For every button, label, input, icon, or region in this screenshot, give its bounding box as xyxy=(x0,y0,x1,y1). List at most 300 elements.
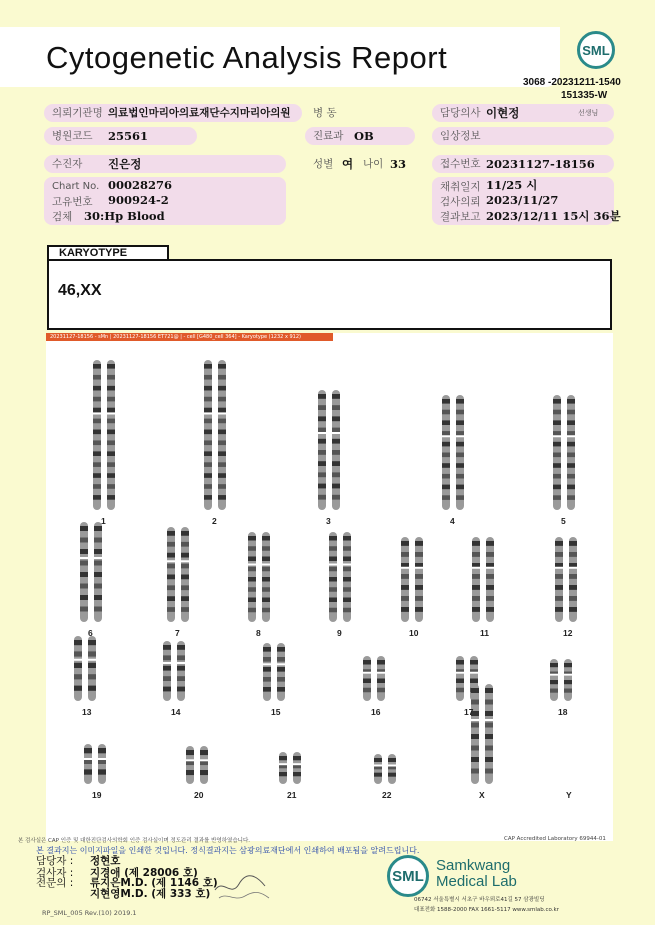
chromosome-band xyxy=(167,585,175,590)
chromosome-pair-11 xyxy=(472,537,495,622)
chromosome-band xyxy=(293,756,301,760)
centromere xyxy=(415,567,424,569)
centromere xyxy=(471,719,480,721)
result-report-label: 결과보고 xyxy=(440,211,481,223)
centromere xyxy=(470,672,479,674)
chromosome-pair-13 xyxy=(74,636,97,701)
centromere xyxy=(181,560,190,562)
centromere xyxy=(569,567,578,569)
chromosome-band xyxy=(553,431,561,436)
chromosome-band xyxy=(163,655,171,660)
chromosome-band xyxy=(374,773,382,777)
report-title: Cytogenetic Analysis Report xyxy=(46,40,448,75)
chromosome-band xyxy=(485,769,493,774)
chromosome-band xyxy=(485,746,493,751)
chromosome-band xyxy=(363,688,371,693)
chromosome-band xyxy=(318,495,326,500)
chromosome-band xyxy=(567,474,575,479)
chromosome-band xyxy=(93,375,101,380)
chromosome-label-17: 17 xyxy=(464,707,474,717)
chromosome-band xyxy=(569,574,577,579)
chromosome-band xyxy=(94,526,102,531)
chromosome-band xyxy=(343,577,351,582)
chromosome-band xyxy=(163,687,171,692)
centromere xyxy=(363,672,372,674)
chromosome-label-13: 13 xyxy=(82,707,92,717)
centromere xyxy=(374,765,383,767)
chromosome-band xyxy=(318,484,326,489)
chromosome-band xyxy=(262,608,270,613)
chromosome-label-X: X xyxy=(479,790,485,800)
age-value: 33 xyxy=(390,157,407,171)
chromosome-band xyxy=(555,585,563,590)
chromosome-band xyxy=(456,453,464,458)
chromosome-band xyxy=(388,758,396,762)
chromosome-band xyxy=(550,689,558,693)
chromosome-band xyxy=(248,587,256,592)
centromere xyxy=(177,662,186,664)
lab-name xyxy=(436,858,517,890)
signature-image xyxy=(205,868,275,904)
chromosome-band xyxy=(332,495,340,500)
chromosome-band xyxy=(204,462,212,467)
chromosome-band xyxy=(74,674,82,679)
chromosome-band xyxy=(415,585,423,590)
chromosome-band xyxy=(329,577,337,582)
chromosome-band xyxy=(553,485,561,490)
centromere xyxy=(550,674,559,676)
staff-tester: 지경애 (제 28006 호) xyxy=(90,867,198,879)
chromosome-band xyxy=(88,686,96,691)
chromosome-band xyxy=(277,657,285,662)
chromosome-label-6: 6 xyxy=(88,628,93,638)
chromosome-band xyxy=(569,541,577,546)
chromosome-band xyxy=(177,655,185,660)
chromosome-band xyxy=(456,420,464,425)
chromosome-band xyxy=(74,686,82,691)
result-report-value: 2023/12/11 15시 36분 xyxy=(486,209,621,223)
chromosome-band xyxy=(377,660,385,665)
cap-note: CAP Accredited Laboratory 69944-01 xyxy=(504,836,606,842)
chromosome-band xyxy=(177,687,185,692)
chromosome-band xyxy=(569,607,577,612)
chromosome-band xyxy=(93,408,101,413)
chromosome-band xyxy=(80,526,88,531)
chromosome-pair-22 xyxy=(374,754,397,784)
centromere xyxy=(401,567,410,569)
chromosome-band xyxy=(401,574,409,579)
chromosome-band xyxy=(93,386,101,391)
chromosome-band xyxy=(472,585,480,590)
chromosome-band xyxy=(200,750,208,755)
chromosome-label-22: 22 xyxy=(382,790,392,800)
chromosome-band xyxy=(177,676,185,681)
lab-phone: 대표전화 1588-2000 FAX 1661-5117 www.smlab.co.kr xyxy=(414,907,559,913)
chromosome-band xyxy=(263,687,271,692)
staff-specialist-2: 지현영M.D. (제 333 호) xyxy=(90,888,211,900)
chromosome-band xyxy=(456,399,464,404)
chromosome-band xyxy=(318,428,326,433)
chromosome-band xyxy=(248,577,256,582)
chromosome-label-4: 4 xyxy=(450,516,455,526)
chromosome-band xyxy=(415,541,423,546)
chromosome-band xyxy=(442,485,450,490)
chromosome-pair-19 xyxy=(84,744,107,784)
receipt-no-value: 20231127-18156 xyxy=(486,157,595,171)
chromosome-band xyxy=(88,674,96,679)
chromosome-band xyxy=(318,472,326,477)
sml-logo: SML xyxy=(577,31,615,69)
receipt-no-label: 접수번호 xyxy=(432,155,614,173)
chromosome-band xyxy=(486,541,494,546)
collection-date-label: 채취일지 xyxy=(440,181,481,193)
chromosome-band xyxy=(343,557,351,562)
chromosome-band xyxy=(218,408,226,413)
chromosome-label-7: 7 xyxy=(175,628,180,638)
chromosome-band xyxy=(567,442,575,447)
centromere xyxy=(98,758,107,760)
chromosome-band xyxy=(318,450,326,455)
chromosome-band xyxy=(470,679,478,684)
printout-notice: 본 결과지는 이미지파일을 인쇄한 것입니다. 정식결과지는 삼광의료재단에서 인쇄하여 배포됨을 알려드립니다. xyxy=(36,846,420,855)
chromosome-band xyxy=(263,657,271,662)
karyogram-image xyxy=(46,333,613,841)
chromosome-band xyxy=(218,375,226,380)
chromosome-band xyxy=(107,408,115,413)
chromosome-band xyxy=(186,770,194,775)
chromosome-band xyxy=(248,557,256,562)
chromosome-band xyxy=(486,552,494,557)
chromosome-band xyxy=(262,546,270,551)
chromosome-band xyxy=(442,399,450,404)
chromosome-band xyxy=(94,595,102,600)
chromosome-pair-21 xyxy=(279,752,302,784)
hospital-code-label: 병원코드 xyxy=(44,127,197,145)
chromosome-band xyxy=(332,416,340,421)
centromere xyxy=(293,763,302,765)
chromosome-band xyxy=(181,585,189,590)
chromosome-band xyxy=(472,574,480,579)
institution-label: 의뢰기관명 xyxy=(44,104,302,122)
chromosome-pair-16 xyxy=(363,656,386,701)
centromere xyxy=(74,659,83,661)
chromosome-label-11: 11 xyxy=(480,628,489,638)
centromere xyxy=(93,413,102,415)
chromosome-band xyxy=(94,561,102,566)
chromosome-band xyxy=(318,416,326,421)
chromosome-band xyxy=(263,667,271,672)
chromosome-band xyxy=(204,430,212,435)
chromosome-band xyxy=(471,734,479,739)
chromosome-band xyxy=(485,700,493,705)
test-request-value: 2023/11/27 xyxy=(486,193,559,207)
chromosome-band xyxy=(471,757,479,762)
chromosome-label-18: 18 xyxy=(558,707,568,717)
chromosome-band xyxy=(553,399,561,404)
chromosome-band xyxy=(401,607,409,612)
chromosome-band xyxy=(555,541,563,546)
chromosome-label-12: 12 xyxy=(563,628,573,638)
chromosome-band xyxy=(442,420,450,425)
chromosome-14-1 xyxy=(163,641,171,701)
chromosome-band xyxy=(263,647,271,652)
centromere xyxy=(485,719,494,721)
chromosome-band xyxy=(107,375,115,380)
chromosome-band xyxy=(472,552,480,557)
chromosome-band xyxy=(377,688,385,693)
chromosome-band xyxy=(218,397,226,402)
chromosome-label-5: 5 xyxy=(561,516,566,526)
chromosome-band xyxy=(93,484,101,489)
chromosome-band xyxy=(332,394,340,399)
chromosome-band xyxy=(569,585,577,590)
chromosome-pair-2 xyxy=(204,360,227,510)
chromosome-band xyxy=(218,462,226,467)
chromosome-band xyxy=(204,473,212,478)
chromosome-band xyxy=(218,484,226,489)
chromosome-band xyxy=(186,750,194,755)
centromere xyxy=(186,759,195,761)
chromosome-band xyxy=(332,484,340,489)
chromosome-band xyxy=(204,484,212,489)
chromosome-band xyxy=(167,553,175,558)
chromosome-band xyxy=(343,598,351,603)
chromosome-pair-10 xyxy=(401,537,424,622)
chromosome-band xyxy=(167,575,175,580)
chromosome-band xyxy=(177,645,185,650)
chromosome-band xyxy=(248,546,256,551)
chromosome-band xyxy=(567,399,575,404)
chromosome-band xyxy=(218,495,226,500)
chromosome-band xyxy=(204,386,212,391)
chromosome-band xyxy=(442,474,450,479)
centromere xyxy=(456,435,465,437)
chromosome-band xyxy=(471,700,479,705)
chromosome-band xyxy=(181,575,189,580)
chromosome-band xyxy=(277,667,285,672)
karyotype-value: 46,XX xyxy=(58,282,102,299)
chromosome-band xyxy=(485,688,493,693)
clinical-info-label: 임상정보 xyxy=(432,127,614,145)
chromosome-band xyxy=(80,607,88,612)
centromere xyxy=(329,564,338,566)
staff-manager: 정현호 xyxy=(90,855,121,867)
chromosome-band xyxy=(553,442,561,447)
chromosome-band xyxy=(94,607,102,612)
chromosome-band xyxy=(472,596,480,601)
chart-no-value: 00028276 xyxy=(108,178,173,192)
chromosome-band xyxy=(204,495,212,500)
institution-value: 의료법인마리아의료재단수지마리아의원 xyxy=(108,107,291,119)
chromosome-band xyxy=(181,531,189,536)
chromosome-pair-7 xyxy=(167,527,190,622)
chromosome-band xyxy=(262,536,270,541)
chart-no-label: Chart No. xyxy=(52,181,100,192)
chromosome-band xyxy=(248,567,256,572)
chromosome-band xyxy=(80,572,88,577)
chromosome-band xyxy=(569,552,577,557)
chromosome-band xyxy=(567,410,575,415)
chromosome-band xyxy=(293,772,301,776)
centromere xyxy=(248,564,257,566)
chromosome-band xyxy=(415,596,423,601)
chromosome-band xyxy=(415,552,423,557)
chromosome-band xyxy=(329,536,337,541)
chromosome-band xyxy=(98,769,106,774)
centromere xyxy=(442,435,451,437)
chromosome-band xyxy=(329,608,337,613)
chromosome-band xyxy=(93,419,101,424)
chromosome-label-21: 21 xyxy=(287,790,297,800)
chromosome-label-9: 9 xyxy=(337,628,342,638)
chromosome-label-14: 14 xyxy=(171,707,181,717)
chromosome-pair-1 xyxy=(93,360,116,510)
chromosome-band xyxy=(167,531,175,536)
staff-label-manager: 담당자 : xyxy=(36,855,74,867)
chromosome-pair-3 xyxy=(318,390,341,510)
chromosome-band xyxy=(107,430,115,435)
centromere xyxy=(163,662,172,664)
chromosome-pair-5 xyxy=(553,395,576,510)
centromere xyxy=(456,672,465,674)
chromosome-band xyxy=(248,598,256,603)
department-value: OB xyxy=(354,129,374,143)
chromosome-band xyxy=(93,364,101,369)
chromosome-band xyxy=(363,660,371,665)
image-title-bar: 20231127-18156 - sMn | 20231127-18156 ET721@ | - cell [G480_cell 364] - Karyotype (1232 x 912) xyxy=(46,333,333,341)
chromosome-band xyxy=(332,405,340,410)
chromosome-band xyxy=(567,431,575,436)
chromosome-pair-20 xyxy=(186,746,209,784)
chromosome-pair-15 xyxy=(263,643,286,701)
chromosome-label-20: 20 xyxy=(194,790,204,800)
chromosome-band xyxy=(218,451,226,456)
chromosome-band xyxy=(167,607,175,612)
test-request-label: 검사의뢰 xyxy=(440,196,481,208)
chromosome-band xyxy=(485,723,493,728)
chromosome-band xyxy=(318,405,326,410)
chromosome-band xyxy=(80,584,88,589)
specimen-label: 검체 xyxy=(52,211,73,223)
chromosome-band xyxy=(107,451,115,456)
chromosome-band xyxy=(456,679,464,684)
chromosome-band xyxy=(80,549,88,554)
chromosome-band xyxy=(564,663,572,667)
staff-specialist-1: 류지은M.D. (제 1146 호) xyxy=(90,877,218,889)
chromosome-band xyxy=(332,450,340,455)
chromosome-band xyxy=(555,574,563,579)
centromere xyxy=(567,435,576,437)
centromere xyxy=(486,567,495,569)
centromere xyxy=(88,659,97,661)
chromosome-band xyxy=(93,462,101,467)
chromosome-band xyxy=(486,574,494,579)
chromosome-band xyxy=(456,485,464,490)
chromosome-band xyxy=(567,453,575,458)
chromosome-band xyxy=(374,758,382,762)
chromosome-band xyxy=(107,440,115,445)
chromosome-band xyxy=(553,495,561,500)
lab-address: 06742 서울특별시 서초구 바우뫼로41길 57 삼광빌딩 xyxy=(414,897,545,903)
chromosome-band xyxy=(567,420,575,425)
chromosome-band xyxy=(218,430,226,435)
specimen-value: 30:Hp Blood xyxy=(84,209,165,223)
chromosome-band xyxy=(485,711,493,716)
patient-label: 수진자 xyxy=(44,155,286,173)
centromere xyxy=(318,432,327,434)
chromosome-band xyxy=(553,410,561,415)
chromosome-band xyxy=(442,431,450,436)
chromosome-band xyxy=(80,595,88,600)
centromere xyxy=(262,564,271,566)
chromosome-band xyxy=(248,536,256,541)
chromosome-band xyxy=(204,364,212,369)
staff-label-specialist: 전문의 : xyxy=(36,877,74,889)
chromosome-band xyxy=(107,397,115,402)
department-label: 진료과 xyxy=(305,127,415,145)
unique-no-value: 900924-2 xyxy=(108,193,169,207)
karyogram-drawing xyxy=(46,333,613,841)
chromosome-band xyxy=(470,660,478,665)
chromosome-band xyxy=(93,440,101,445)
chromosome-band xyxy=(329,546,337,551)
chromosome-band xyxy=(163,645,171,650)
chromosome-band xyxy=(167,564,175,569)
chromosome-band xyxy=(456,495,464,500)
sex-label: 성별 xyxy=(313,158,334,170)
chromosome-band xyxy=(218,364,226,369)
chromosome-band xyxy=(277,687,285,692)
chromosome-band xyxy=(486,585,494,590)
centromere xyxy=(94,557,103,559)
chromosome-band xyxy=(88,663,96,668)
chromosome-pair-18 xyxy=(550,659,573,701)
centromere xyxy=(279,763,288,765)
centromere xyxy=(167,560,176,562)
chromosome-band xyxy=(88,651,96,656)
chromosome-band xyxy=(442,410,450,415)
chromosome-band xyxy=(553,463,561,468)
chromosome-band xyxy=(415,607,423,612)
chromosome-band xyxy=(93,473,101,478)
unique-no-label: 고유번호 xyxy=(52,196,93,208)
accreditation-note: 본 검사실은 CAP 인증 및 대한진단검사의학회 인증 검사실이며 정도관리 결과를 반영하였습니다. xyxy=(18,838,251,844)
chromosome-band xyxy=(553,420,561,425)
chromosome-band xyxy=(472,541,480,546)
chromosome-14-2 xyxy=(177,641,185,701)
chromosome-band xyxy=(94,572,102,577)
chromosome-band xyxy=(401,585,409,590)
chromosome-band xyxy=(177,666,185,671)
centromere xyxy=(204,413,213,415)
chromosome-band xyxy=(332,472,340,477)
chromosome-band xyxy=(93,397,101,402)
chromosome-band xyxy=(377,679,385,684)
chromosome-band xyxy=(262,557,270,562)
centromere xyxy=(200,759,209,761)
doctor-label: 담당의사 xyxy=(432,104,614,122)
chromosome-band xyxy=(318,439,326,444)
chromosome-label-16: 16 xyxy=(371,707,381,717)
chromosome-band xyxy=(93,495,101,500)
chromosome-band xyxy=(456,463,464,468)
chromosome-band xyxy=(84,769,92,774)
chromosome-label-19: 19 xyxy=(92,790,102,800)
chromosome-band xyxy=(167,596,175,601)
lab-name-line1: Samkwang xyxy=(436,857,511,874)
chromosome-13-1 xyxy=(74,636,82,701)
karyotype-box xyxy=(47,259,612,330)
